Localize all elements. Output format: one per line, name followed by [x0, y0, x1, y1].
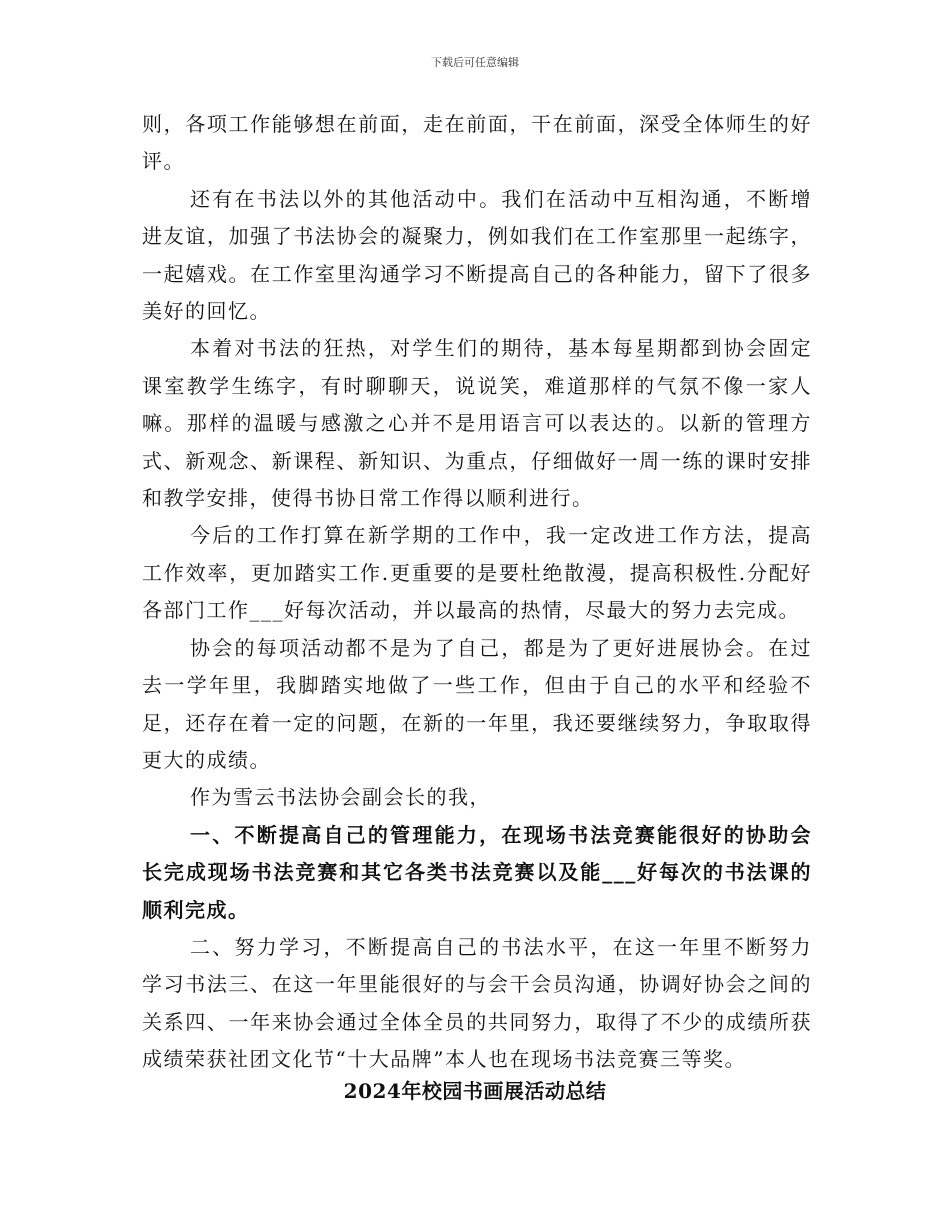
page-header-note: 下载后可任意编辑: [431, 56, 519, 69]
paragraph-future-plans: 今后的工作打算在新学期的工作中，我一定改进工作方法，提高工作效率，更加踏实工作.更重要的是要杜绝散漫，提高积极性.分配好各部门工作___好每次活动，并以最高的热情，尽最大的努力去完成。: [142, 523, 812, 623]
section-title: 2024年校园书画展活动总结: [343, 1079, 607, 1103]
document-body: [142, 106, 812, 1079]
paragraph-teaching: 本着对书法的狂热，对学生们的期待，基本每星期都到协会固定课室教学生练字，有时聊聊天，说说笑，难道那样的气氛不像一家人嘛。那样的温暖与感激之心并不是用语言可以表达的。以新的管理方式、新观念、新课程、新知识、为重点，仔细做好一周一练的课时安排和教学安排，使得书协日常工作得以顺利进行。: [142, 336, 812, 511]
paragraph-point-two: 二、努力学习，不断提高自己的书法水平，在这一年里不断努力学习书法三、在这一年里能很好的与会干会员沟通，协调好协会之间的关系四、一年来协会通过全体全员的共同努力，取得了不少的成绩所获成绩荣获社团文化节“十大品牌”本人也在现场书法竞赛三等奖。: [142, 934, 812, 1072]
paragraph-reflection: 协会的每项活动都不是为了自己，都是为了更好进展协会。在过去一学年里，我脚踏实地做了一些工作，但由于自己的水平和经验不足，还存在着一定的问题，在新的一年里，我还要继续努力，争取取得更大的成绩。: [142, 635, 812, 772]
paragraph-role-intro: 作为雪云书法协会副会长的我，: [190, 785, 491, 810]
paragraph-point-one: 一、不断提高自己的管理能力，在现场书法竞赛能很好的协助会长完成现场书法竞赛和其它各类书法竞赛以及能___好每次的书法课的顺利完成。: [142, 822, 812, 922]
paragraph-other-activities: 还有在书法以外的其他活动中。我们在活动中互相沟通，不断增进友谊，加强了书法协会的凝聚力，例如我们在工作室那里一起练字，一起嬉戏。在工作室里沟通学习不断提高自己的各种能力，留下了很多美好的回忆。: [142, 186, 812, 324]
paragraph-continuation: 则，各项工作能够想在前面，走在前面，干在前面，深受全体师生的好评。: [142, 112, 812, 174]
